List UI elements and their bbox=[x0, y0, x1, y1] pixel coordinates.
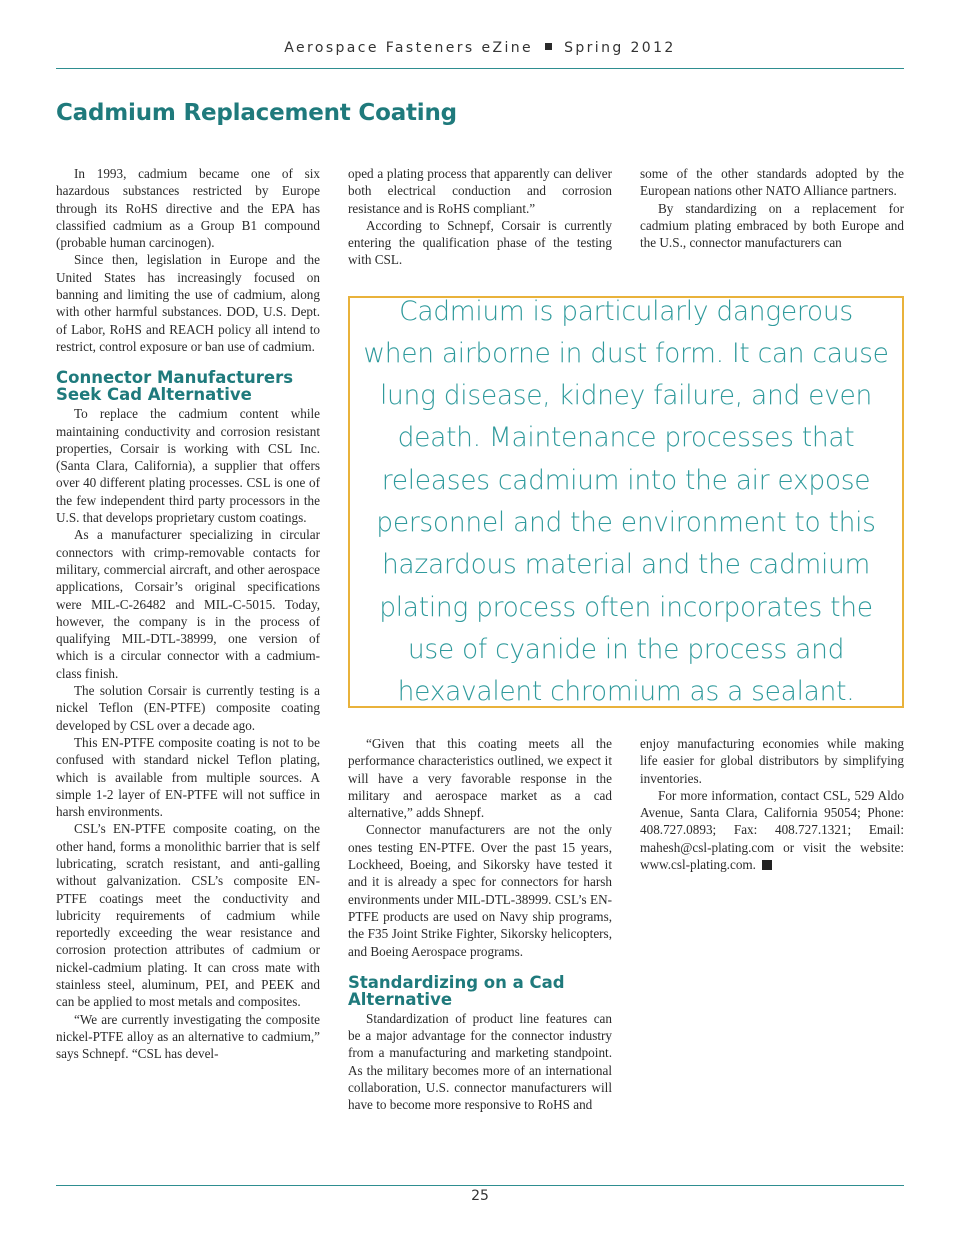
section-heading: Connector Manufacturers Seek Cad Alternative bbox=[56, 368, 294, 405]
contact-text: For more information, contact CSL, 529 Aldo Avenue, Santa Clara, California 95054; Phone: 408.727.0893; Fax: 408.727.1321; Email: mahesh@csl-plating.com or visit the website: www.csl-plating.com. bbox=[640, 787, 904, 873]
paragraph: “Given that this coating meets all the performance characteristics outlined, we expect it will have a very favorable response in the military and aerospace market as a cad alternative,” adds Shnepf. bbox=[348, 736, 612, 821]
paragraph: The solution Corsair is currently testing is a nickel Teflon (EN-PTFE) composite coating developed by CSL over a decade ago. bbox=[56, 683, 320, 733]
footer-rule bbox=[56, 1185, 904, 1186]
paragraph: enjoy manufacturing economies while making life easier for global distributors by simplifying inventories. bbox=[640, 736, 904, 786]
paragraph-contact bbox=[640, 787, 904, 873]
paragraph: CSL’s EN-PTFE composite coating, on the other hand, forms a monolithic barrier that is self lubricating, scratch resistant, and anti-galling without galvanization. CSL’s composite EN-PTFE coatings meet the conductivity and lubricity requirements of cadmium while reportedly exceeding the wear resistance and corrosion protection attributes of cadmium or nickel-cadmium plating. It can cross mate with stainless steel, aluminum, PEI, and PEEK and can be applied to most metals and composites. bbox=[56, 821, 320, 1010]
separator-square-icon bbox=[545, 43, 552, 50]
column-3-top bbox=[640, 165, 904, 251]
pull-quote-box bbox=[348, 296, 904, 708]
column-2-top bbox=[348, 165, 612, 269]
paragraph: According to Schnepf, Corsair is currently entering the qualification phase of the testing with CSL. bbox=[348, 217, 612, 268]
paragraph: This EN-PTFE composite coating is not to be confused with standard nickel Teflon plating, which is available from multiple sources. A simple 1-2 layer of EN-PTFE will not suffice in harsh environments. bbox=[56, 734, 320, 820]
issue-date: Spring 2012 bbox=[564, 40, 676, 56]
section-heading: Standardizing on a Cad Alternative bbox=[348, 972, 565, 1009]
paragraph: As a manufacturer specializing in circular connectors with crimp-removable contacts for military, commercial aircraft, and other aerospace applications, Corsair’s original specifications were MIL-C-26482 and MIL-C-5015. Today, however, the company is in the process of qualifying MIL-DTL-38999, one version of which is a circular connector with a cadmium-class finish. bbox=[56, 527, 320, 681]
pull-quote-text: Cadmium is particularly dangerous when airborne in dust form. It can cause lung disease, kidney failure, and even death. Maintenance processes that releases cadmium into the air expose personnel and the environment to this hazardous material and the cadmium plating process often incorporates the use of cyanide in the process and hexavalent chromium as a sealant. bbox=[363, 295, 889, 708]
paragraph: In 1993, cadmium became one of six hazardous substances restricted by Europe through its RoHS directive and the EPA has classified cadmium as a Group B1 compound (probable human carcinogen). bbox=[56, 166, 320, 251]
paragraph: Standardization of product line features can be a major advantage for the connector industry from a manufacturing and marketing standpoint. As the military becomes more of an international collaboration, U.S. connector manufacturers will have to become more responsive to RoHS and bbox=[348, 1010, 612, 1113]
paragraph: By standardizing on a replacement for cadmium plating embraced by both Europe and the U.S., connector manufacturers can bbox=[640, 200, 904, 251]
running-header bbox=[0, 40, 960, 56]
column-2-bottom bbox=[348, 735, 612, 1114]
paragraph: To replace the cadmium content while maintaining conductivity and corrosion resistant properties, Corsair is working with CSL Inc. (Santa Clara, California), a supplier that offers over 40 different plating processes. CSL is one of the few independent third party processors in the U.S. that develops proprietary custom coatings. bbox=[56, 406, 320, 526]
paragraph: Since then, legislation in Europe and the United States has increasingly focused on banning and limiting the use of cadmium, along with other harmful substances. DOD, U.S. Dept. of Labor, RoHS and REACH policy all intend to restrict, control exposure or ban use of cadmium. bbox=[56, 252, 320, 354]
paragraph: Connector manufacturers are not the only ones testing EN-PTFE. Over the past 15 years, Lockheed, Boeing, and Sikorsky have tested it and it is already a spec for connectors for harsh environments under MIL-DTL-38999. CSL’s EN-PTFE products are used on Navy ship programs, the F35 Joint Strike Fighter, Sikorsky helicopters, and Boeing Aerospace programs. bbox=[348, 822, 612, 959]
publication-name: Aerospace Fasteners eZine bbox=[284, 40, 534, 56]
header-rule bbox=[56, 68, 904, 69]
end-mark-square-icon bbox=[762, 860, 772, 870]
article-title: Cadmium Replacement Coating bbox=[56, 100, 457, 126]
column-1 bbox=[56, 165, 320, 1063]
paragraph: some of the other standards adopted by the European nations other NATO Alliance partners. bbox=[640, 166, 904, 199]
paragraph: “We are currently investigating the composite nickel-PTFE alloy as an alternative to cadmium,” says Schnepf. “CSL has devel- bbox=[56, 1011, 320, 1062]
paragraph: oped a plating process that apparently can deliver both electrical conduction and corrosion resistance and is RoHS compliant.” bbox=[348, 166, 612, 216]
page-number: 25 bbox=[471, 1188, 489, 1204]
column-3-bottom bbox=[640, 735, 904, 873]
